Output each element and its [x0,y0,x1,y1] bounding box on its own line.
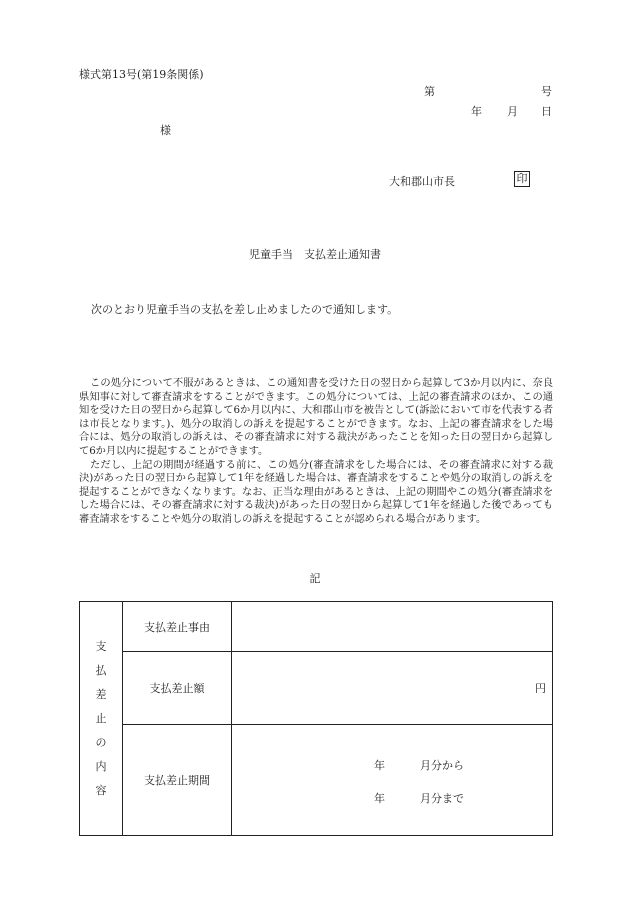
reason-value[interactable] [232,602,553,652]
vertical-label-char: の [95,735,107,749]
vertical-label-cell [80,602,123,836]
reason-label: 支払差止事由 [123,602,232,652]
document-number-prefix: 第 [424,85,435,98]
date-year-label: 年 [471,105,482,118]
vertical-label-char: 払 [95,663,107,677]
period-label: 支払差止期間 [123,725,232,836]
period-value[interactable] [232,725,553,836]
issuer-name: 大和郡山市長 [389,175,455,188]
intro-text: 次のとおり児童手当の支払を差し止めましたので通知します。 [91,303,399,316]
ki-heading: 記 [309,572,321,585]
period-from-suffix: 月分から [420,759,464,772]
form-number: 様式第13号(第19条関係) [79,68,204,81]
vertical-label-char: 容 [95,783,107,797]
addressee-suffix: 様 [160,124,171,137]
vertical-label-char: 止 [95,711,107,725]
date-day-label: 日 [541,105,552,118]
amount-value[interactable] [232,652,553,725]
amount-unit: 円 [535,682,546,695]
seal-stamp: 印 [514,171,530,187]
period-to-suffix: 月分まで [420,792,464,805]
appeal-notice-paragraph-2: ただし、上記の期間が経過する前に、この処分(審査請求をした場合には、その審査請求に対する裁決)があった日の翌日から起算して1年を経過した場合は、審査請求をすることや処分の取消しの訴えを提起することができなくなります。なお、正当な理由があるときは、上記の期間やこの処分(審査請求をした場合には、その審査請求に対する裁決)があった日の翌日から起算して1年を経過した後であっても審査請求をすることや処分の取消しの訴えを提起することが認められる場合があります。 [79,458,553,525]
vertical-label-char: 内 [95,759,107,773]
date-month-label: 月 [507,105,518,118]
vertical-label-char: 差 [95,687,107,701]
vertical-label-char: 支 [95,639,107,653]
suspension-details-table [79,601,553,836]
amount-label: 支払差止額 [123,652,232,725]
appeal-notice-paragraph-1: この処分について不服があるときは、この通知書を受けた日の翌日から起算して3か月以内に、奈良県知事に対して審査請求をすることができます。この処分については、上記の審査請求のほか、この通知を受けた日の翌日から起算して6か月以内に、大和郡山市を被告として(訴訟において市を代表する者は市長となります。)、処分の取消しの訴えを提起することができます。なお、上記の審査請求をした場合には、処分の取消しの訴えは、その審査請求に対する裁決があったことを知った日の翌日から起算して6か月以内に提起することができます。 [79,377,553,457]
period-from-year: 年 [374,759,385,772]
appeal-notice [79,377,553,527]
period-to-year: 年 [374,792,385,805]
document-number-suffix: 号 [541,85,552,98]
document-title: 児童手当 支払差止通知書 [249,248,381,261]
